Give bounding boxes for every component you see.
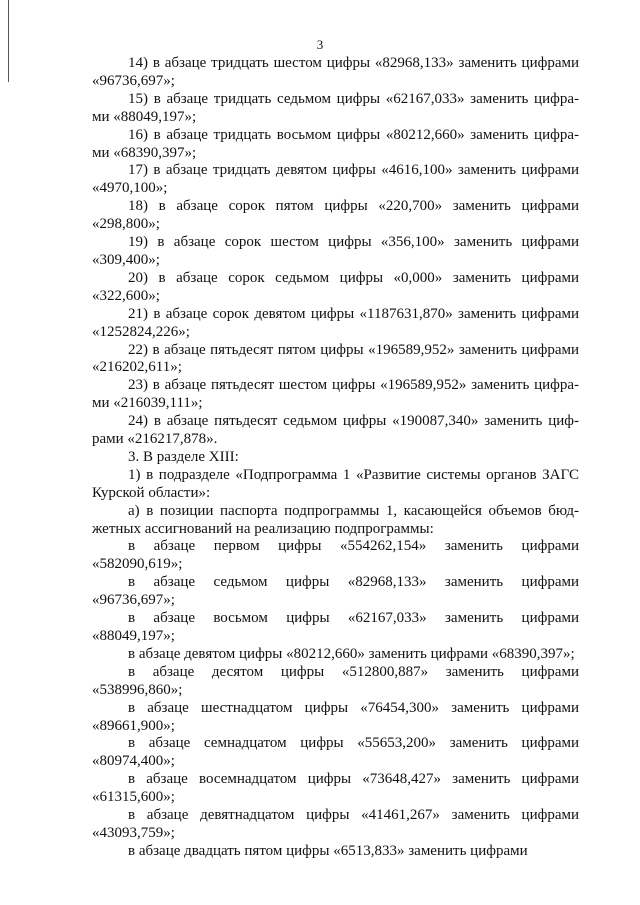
paragraph-line: 19) в абзаце сорок шестом цифры «356,100» заменить цифрами [128,234,579,251]
replacement-item [92,538,579,574]
paragraph-line: Курской области»: [92,484,211,501]
amendment-item [92,377,579,413]
replacement-item [92,574,579,610]
paragraph-line: ми «68390,397»; [92,144,197,161]
replacement-item [92,771,579,807]
amendment-item [92,198,579,234]
paragraph-line: 16) в абзаце тридцать восьмом цифры «80212,660» заменить цифра- [128,126,579,143]
amendment-item [92,55,579,91]
paragraph-line: ми «216039,111»; [92,395,203,412]
paragraph-line: «298,800»; [92,216,160,233]
paragraph-line: 23) в абзаце пятьдесят шестом цифры «196589,952» заменить цифра- [128,377,579,394]
paragraph-line: 15) в абзаце тридцать седьмом цифры «62167,033» заменить цифра- [128,90,579,107]
paragraph-line: в абзаце седьмом цифры «82968,133» заменить цифрами [128,574,579,591]
amendment-item [92,162,579,198]
paragraph-line: в абзаце семнадцатом цифры «55653,200» заменить цифрами [128,735,579,752]
paragraph-line: «96736,697»; [92,592,175,609]
amendment-item [92,270,579,306]
paragraph-line: «96736,697»; [92,72,175,89]
amendment-item [92,342,579,378]
paragraph-line: в абзаце двадцать пятом цифры «6513,833» заменить цифрами [128,842,528,859]
amendment-item [92,127,579,163]
paragraph-line: 18) в абзаце сорок пятом цифры «220,700» заменить цифрами [128,198,579,215]
replacement-item [92,610,579,646]
paragraph-line: 24) в абзаце пятьдесят седьмом цифры «190087,340» заменить циф- [128,413,579,430]
replacement-item [92,735,579,771]
paragraph-line: «89661,900»; [92,717,175,734]
section-heading [92,449,579,467]
paragraph-line: «309,400»; [92,251,160,268]
paragraph-line: рами «216217,878». [92,431,218,448]
paragraph-line: «43093,759»; [92,824,175,841]
paragraph-line: «61315,600»; [92,789,175,806]
amendment-list [92,55,579,449]
replacement-item [92,807,579,843]
paragraph-line: 17) в абзаце тридцать девятом цифры «4616,100» заменить цифрами [128,162,579,179]
replacement-item [92,646,579,664]
paragraph-line: в абзаце девятом цифры «80212,660» заменить цифрами «68390,397»; [128,645,575,662]
paragraph-line: «538996,860»; [92,681,183,698]
paragraph-line: в абзаце десятом цифры «512800,887» заменить цифрами [128,663,579,680]
paragraph-line: «216202,611»; [92,359,182,376]
document-body [92,55,579,861]
paragraph-line: в абзаце первом цифры «554262,154» заменить цифрами [128,538,579,555]
paragraph-line: в абзаце девятнадцатом цифры «41461,267» заменить цифрами [128,807,579,824]
paragraph-line: 21) в абзаце сорок девятом цифры «1187631,870» заменить цифрами [128,305,579,322]
amendment-item [92,413,579,449]
paragraph-line: «582090,619»; [92,556,183,573]
paragraph-line: 22) в абзаце пятьдесят пятом цифры «196589,952» заменить цифрами [128,341,579,358]
paragraph-line: ми «88049,197»; [92,108,197,125]
paragraph-line: 1) в подразделе «Подпрограмма 1 «Развитие системы органов ЗАГС [128,466,579,483]
paragraph-line: а) в позиции паспорта подпрограммы 1, касающейся объемов бюд- [128,502,579,519]
amendment-item [92,91,579,127]
paragraph-line: жетных ассигнований на реализацию подпрограммы: [92,520,434,537]
subsection-paragraph [92,467,579,503]
replacement-item [92,664,579,700]
replacement-item [92,700,579,736]
replacement-list [92,538,579,860]
paragraph-line: в абзаце шестнадцатом цифры «76454,300» заменить цифрами [128,699,579,716]
paragraph-line: «322,600»; [92,287,160,304]
amendment-item [92,306,579,342]
paragraph-line: в абзаце восемнадцатом цифры «73648,427» заменить цифрами [128,771,579,788]
page-number: 3 [316,37,324,52]
paragraph-line: «4970,100»; [92,180,168,197]
paragraph-line: «1252824,226»; [92,323,190,340]
passport-paragraph [92,503,579,539]
paragraph-line: 20) в абзаце сорок седьмом цифры «0,000» заменить цифрами [128,269,579,286]
paragraph-line: 14) в абзаце тридцать шестом цифры «82968,133» заменить цифрами [128,55,579,71]
paragraph-line: «88049,197»; [92,628,175,644]
section-heading-text: 3. В разделе XIII: [128,448,239,465]
replacement-item [92,843,579,861]
paragraph-line: в абзаце восьмом цифры «62167,033» заменить цифрами [128,610,579,627]
paragraph-line: «80974,400»; [92,753,175,770]
amendment-item [92,234,579,270]
